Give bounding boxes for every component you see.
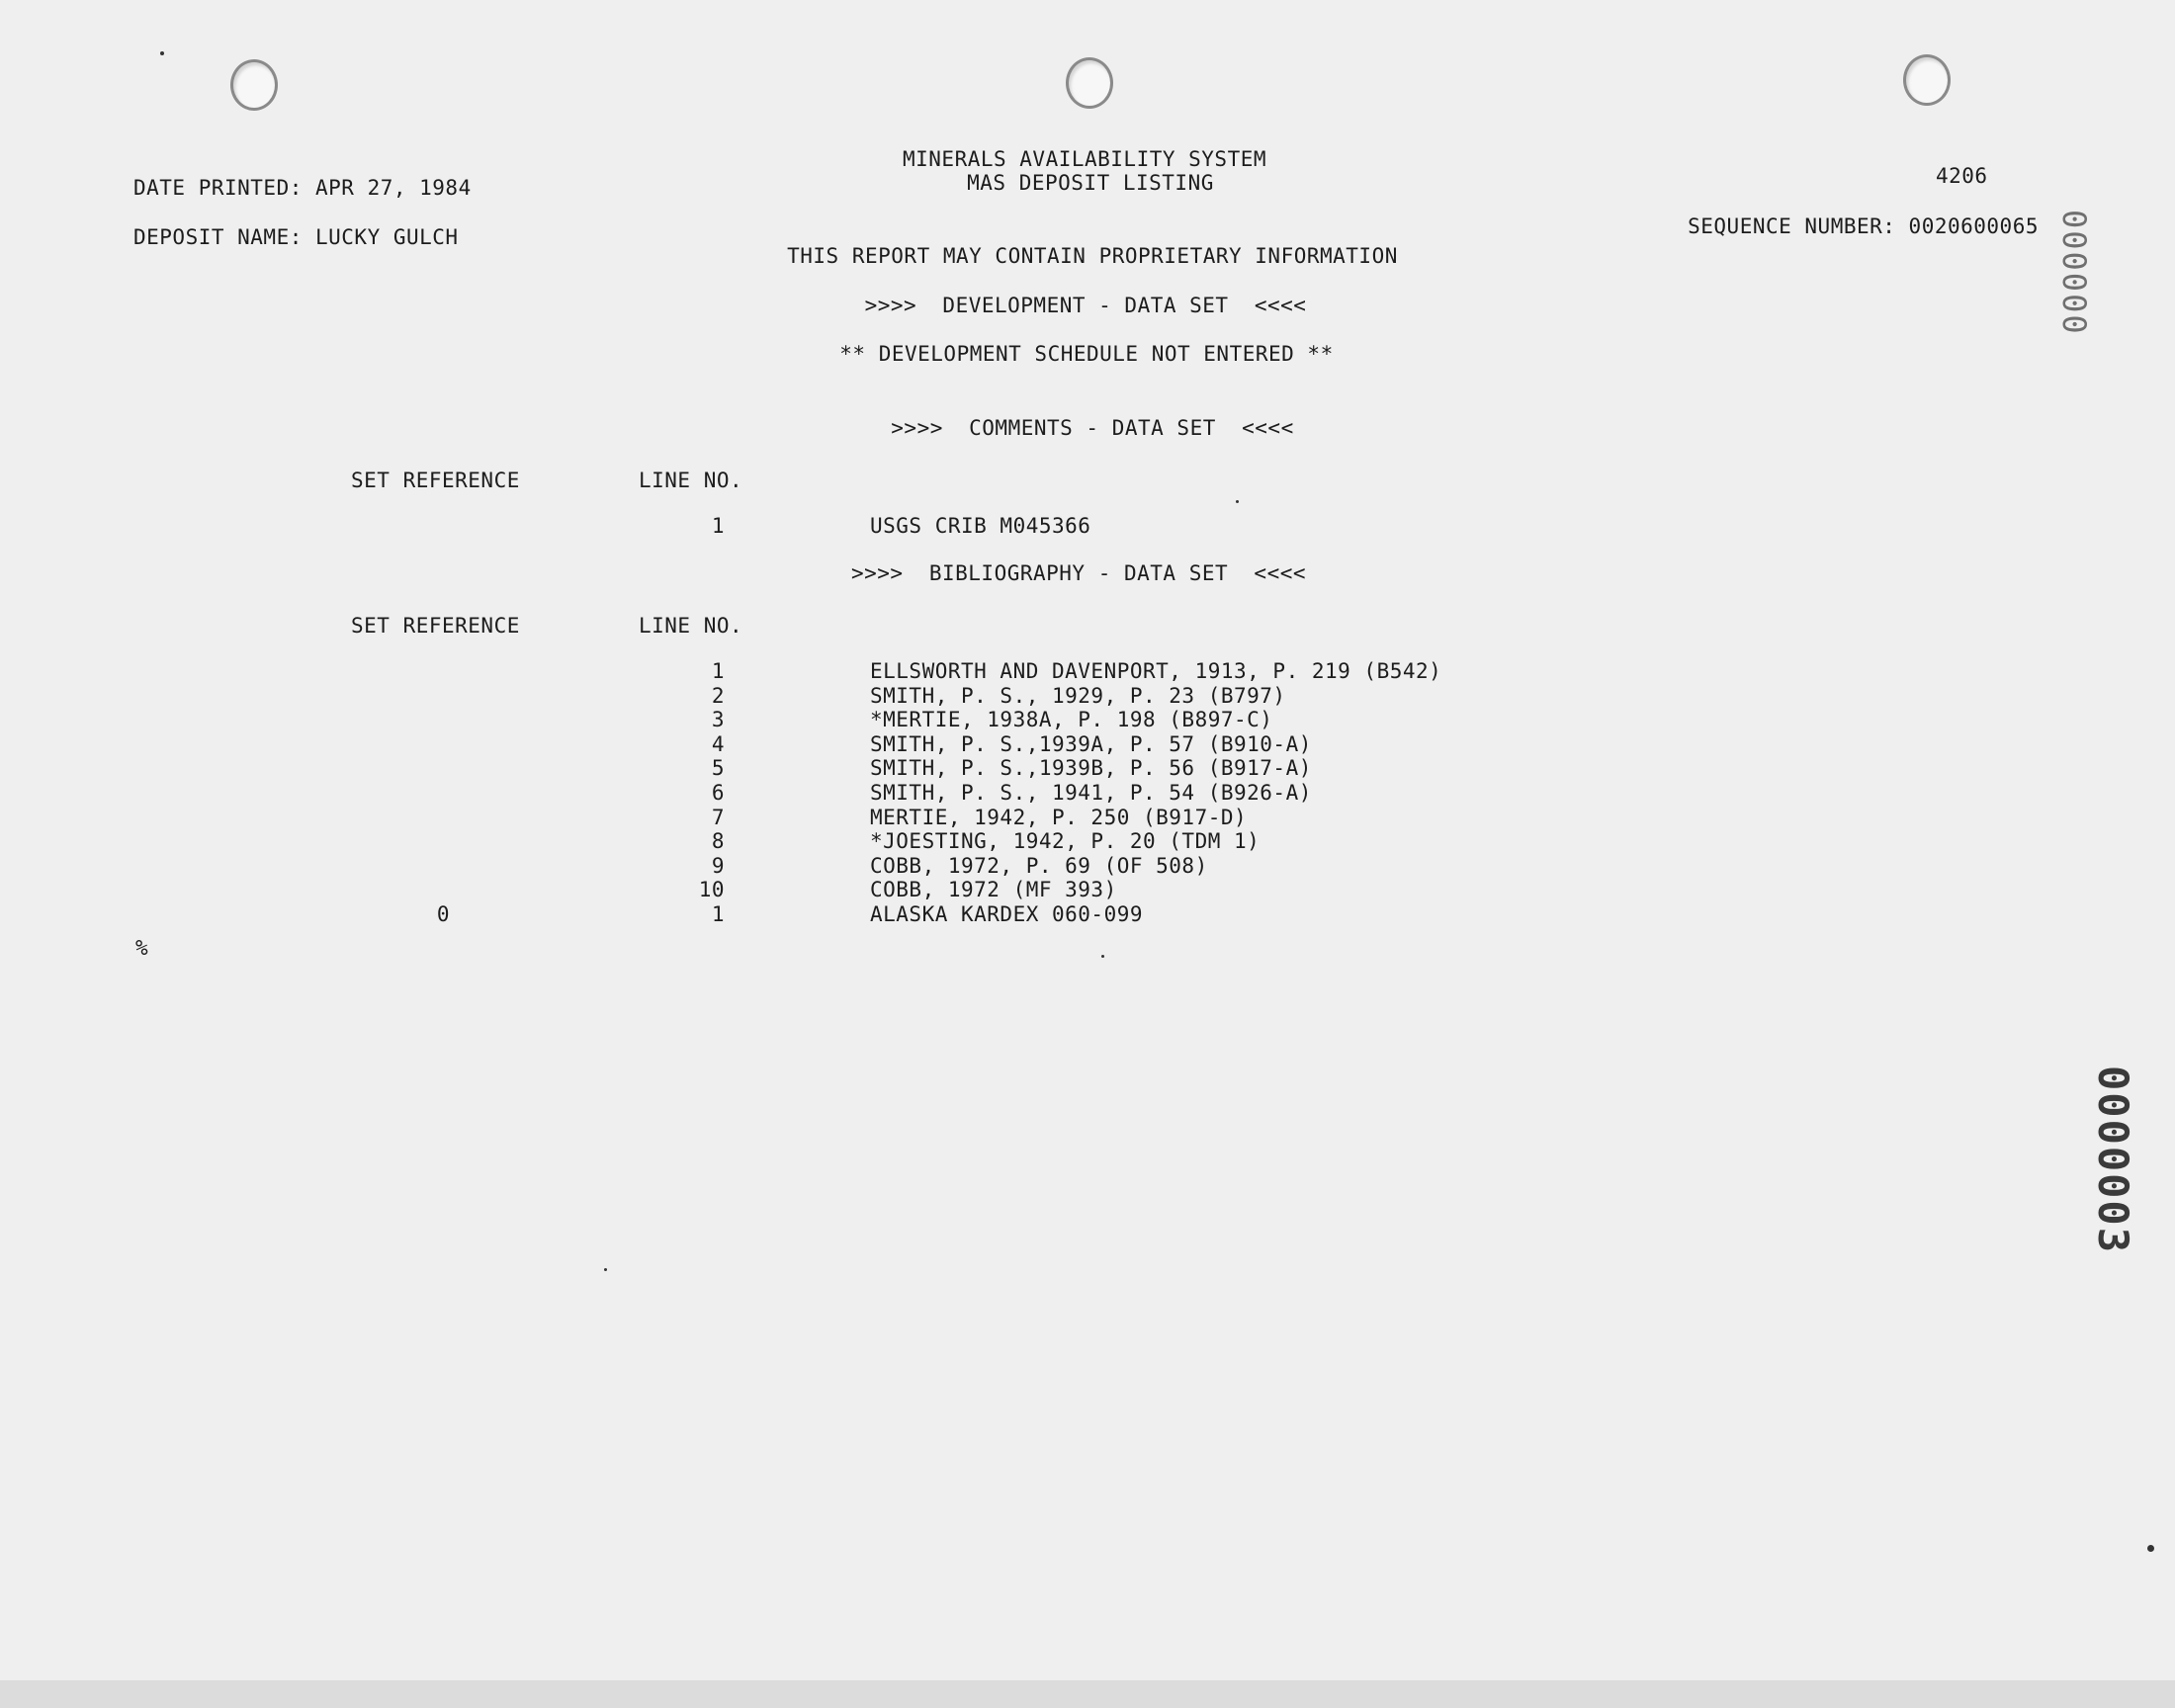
entry-text-cell: *MERTIE, 1938A, P. 198 (B897-C) — [870, 708, 1273, 732]
table-row — [0, 659, 2175, 683]
entry-text-cell: SMITH, P. S., 1941, P. 54 (B926-A) — [870, 781, 1312, 805]
scan-speck — [1101, 955, 1104, 958]
bibliography-col-line-no: LINE NO. — [639, 614, 743, 638]
punch-hole-center — [1066, 57, 1113, 109]
scan-speck — [1236, 500, 1239, 503]
punch-hole-left — [230, 59, 278, 111]
line-number-cell: 5 — [711, 756, 725, 781]
scan-edge — [0, 1680, 2175, 1708]
scan-speck — [2147, 1545, 2154, 1552]
side-stamp-bottom: 0000003 — [2089, 1066, 2137, 1255]
date-printed: DATE PRINTED: APR 27, 1984 — [133, 176, 472, 200]
entry-text-cell: MERTIE, 1942, P. 250 (B917-D) — [870, 805, 1248, 829]
sequence-number: SEQUENCE NUMBER: 0020600065 — [1688, 214, 2039, 238]
table-row — [0, 708, 2175, 731]
side-stamp-top: 000000 — [2055, 210, 2093, 336]
set-reference-cell: 0 — [436, 902, 450, 926]
proprietary-notice: THIS REPORT MAY CONTAIN PROPRIETARY INFORMATION — [787, 244, 1398, 268]
line-number-cell: 3 — [711, 708, 725, 732]
punch-hole-right — [1903, 54, 1951, 106]
system-title: MINERALS AVAILABILITY SYSTEM — [902, 147, 1267, 171]
development-notice: ** DEVELOPMENT SCHEDULE NOT ENTERED ** — [839, 342, 1334, 366]
table-row — [0, 684, 2175, 708]
line-number-cell: 1 — [711, 902, 725, 926]
table-row — [0, 756, 2175, 780]
entry-text-cell: SMITH, P. S., 1929, P. 23 (B797) — [870, 683, 1286, 708]
bibliography-heading: >>>> BIBLIOGRAPHY - DATA SET <<<< — [850, 561, 1307, 585]
scan-speck — [160, 51, 164, 55]
entry-text-cell: SMITH, P. S.,1939B, P. 56 (B917-A) — [870, 756, 1312, 781]
entry-text-cell: *JOESTING, 1942, P. 20 (TDM 1) — [870, 829, 1261, 854]
line-number-cell: 1 — [711, 659, 725, 683]
table-row — [0, 732, 2175, 756]
line-number-cell: 4 — [711, 731, 725, 756]
table-row — [0, 514, 2175, 538]
table-row — [0, 781, 2175, 805]
listing-title: MAS DEPOSIT LISTING — [967, 171, 1214, 195]
table-row — [0, 878, 2175, 901]
entry-text-cell: SMITH, P. S.,1939A, P. 57 (B910-A) — [870, 731, 1312, 756]
line-number-cell: 1 — [711, 514, 725, 538]
table-row — [0, 902, 2175, 926]
line-number-cell: 7 — [711, 805, 725, 829]
entry-text-cell: USGS CRIB M045366 — [870, 514, 1091, 538]
comments-col-set-reference: SET REFERENCE — [351, 469, 520, 492]
deposit-name: DEPOSIT NAME: LUCKY GULCH — [133, 225, 459, 249]
table-row — [0, 854, 2175, 878]
line-number-cell: 10 — [698, 878, 725, 902]
comments-heading: >>>> COMMENTS - DATA SET <<<< — [891, 416, 1294, 440]
development-heading: >>>> DEVELOPMENT - DATA SET <<<< — [864, 294, 1307, 317]
entry-text-cell: ELLSWORTH AND DAVENPORT, 1913, P. 219 (B542) — [870, 659, 1442, 683]
bibliography-col-set-reference: SET REFERENCE — [351, 614, 520, 638]
line-number-cell: 8 — [711, 829, 725, 854]
entry-text-cell: COBB, 1972, P. 69 (OF 508) — [870, 853, 1208, 878]
line-number-cell: 2 — [711, 683, 725, 708]
entry-text-cell: COBB, 1972 (MF 393) — [870, 878, 1117, 902]
footer-mark: % — [135, 936, 149, 960]
line-number-cell: 6 — [711, 781, 725, 805]
line-number-cell: 9 — [711, 853, 725, 878]
entry-text-cell: ALASKA KARDEX 060-099 — [870, 902, 1144, 926]
scan-speck — [604, 1268, 607, 1271]
page-number: 4206 — [1936, 164, 1988, 188]
comments-col-line-no: LINE NO. — [639, 469, 743, 492]
table-row — [0, 806, 2175, 829]
table-row — [0, 829, 2175, 853]
